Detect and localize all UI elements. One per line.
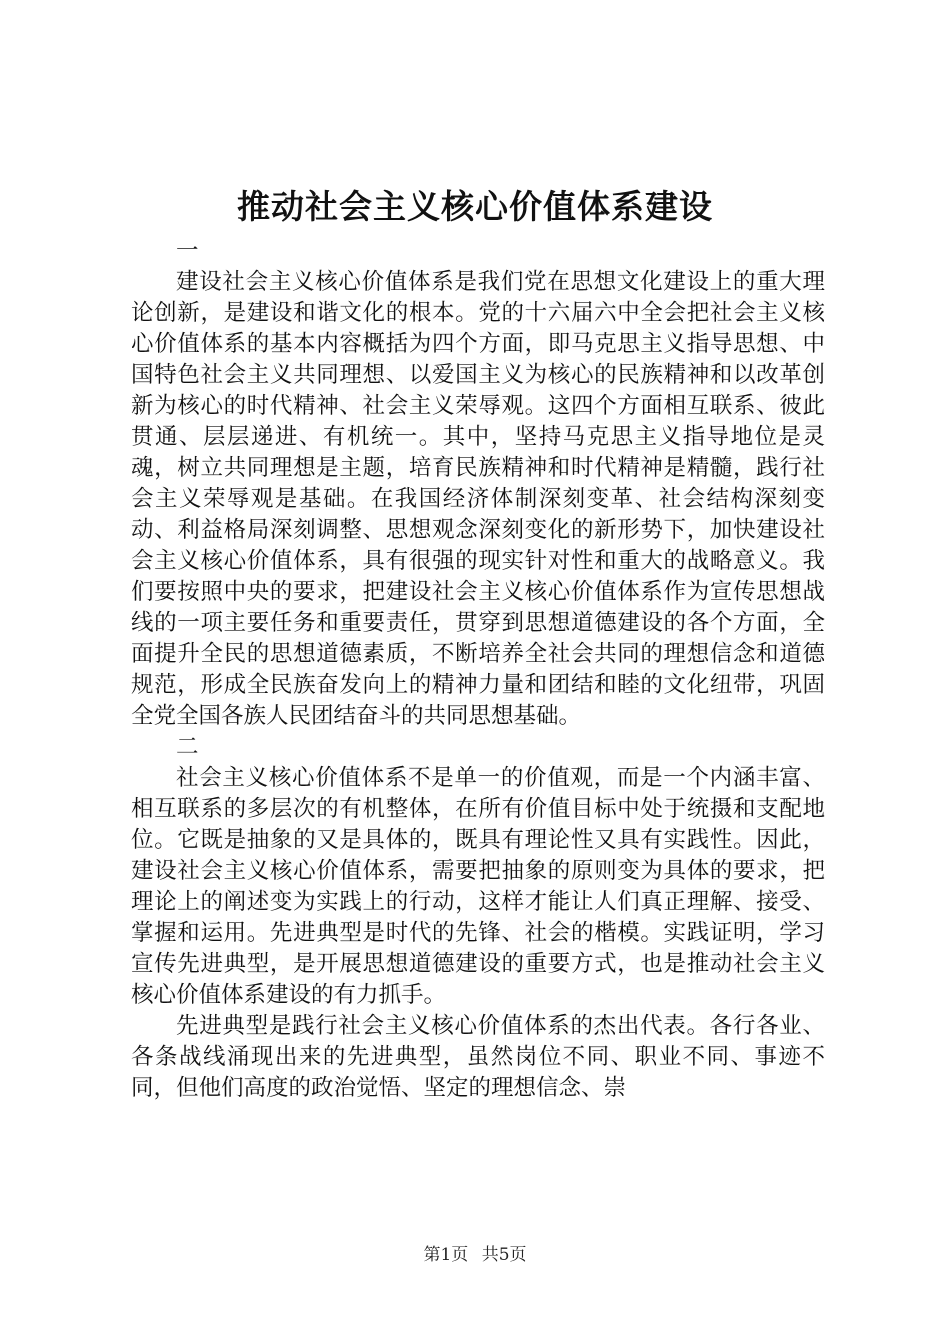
document-body [131,236,825,1104]
paragraph-3: 先进典型是践行社会主义核心价值体系的杰出代表。各行各业、各条战线涌现出来的先进典型，虽然岗位不同、职业不同、事迹不同，但他们高度的政治觉悟、坚定的理想信念、崇 [131,1013,825,1101]
section-marker-1: 一 [176,238,199,264]
document-title: 推动社会主义核心价值体系建设 [237,187,713,226]
page-footer [0,1240,950,1265]
page-number: 第1页 [423,1245,469,1265]
page-total: 共5页 [481,1245,527,1265]
section-marker-2: 二 [176,734,199,760]
paragraph-2: 社会主义核心价值体系不是单一的价值观，而是一个内涵丰富、相互联系的多层次的有机整体，在所有价值目标中处于统摄和支配地位。它既是抽象的又是具体的，既具有理论性又具有实践性。因此，建设社会主义核心价值体系，需要把抽象的原则变为具体的要求，把理论上的阐述变为实践上的行动，这样才能让人们真正理解、接受、掌握和运用。先进典型是时代的先锋、社会的楷模。实践证明，学习宣传先进典型，是开展思想道德建设的重要方式，也是推动社会主义核心价值体系建设的有力抓手。 [131,765,825,1008]
paragraph-1: 建设社会主义核心价值体系是我们党在思想文化建设上的重大理论创新，是建设和谐文化的根本。党的十六届六中全会把社会主义核心价值体系的基本内容概括为四个方面，即马克思主义指导思想、中国特色社会主义共同理想、以爱国主义为核心的民族精神和以改革创新为核心的时代精神、社会主义荣辱观。这四个方面相互联系、彼此贯通、层层递进、有机统一。其中，坚持马克思主义指导地位是灵魂，树立共同理想是主题，培育民族精神和时代精神是精髓，践行社会主义荣辱观是基础。在我国经济体制深刻变革、社会结构深刻变动、利益格局深刻调整、思想观念深刻变化的新形势下，加快建设社会主义核心价值体系，具有很强的现实针对性和重大的战略意义。我们要按照中央的要求，把建设社会主义核心价值体系作为宣传思想战线的一项主要任务和重要责任，贯穿到思想道德建设的各个方面，全面提升全民的思想道德素质，不断培养全社会共同的理想信念和道德规范，形成全民族奋发向上的精神力量和团结和睦的文化纽带，巩固全党全国各族人民团结奋斗的共同思想基础。 [131,269,825,729]
